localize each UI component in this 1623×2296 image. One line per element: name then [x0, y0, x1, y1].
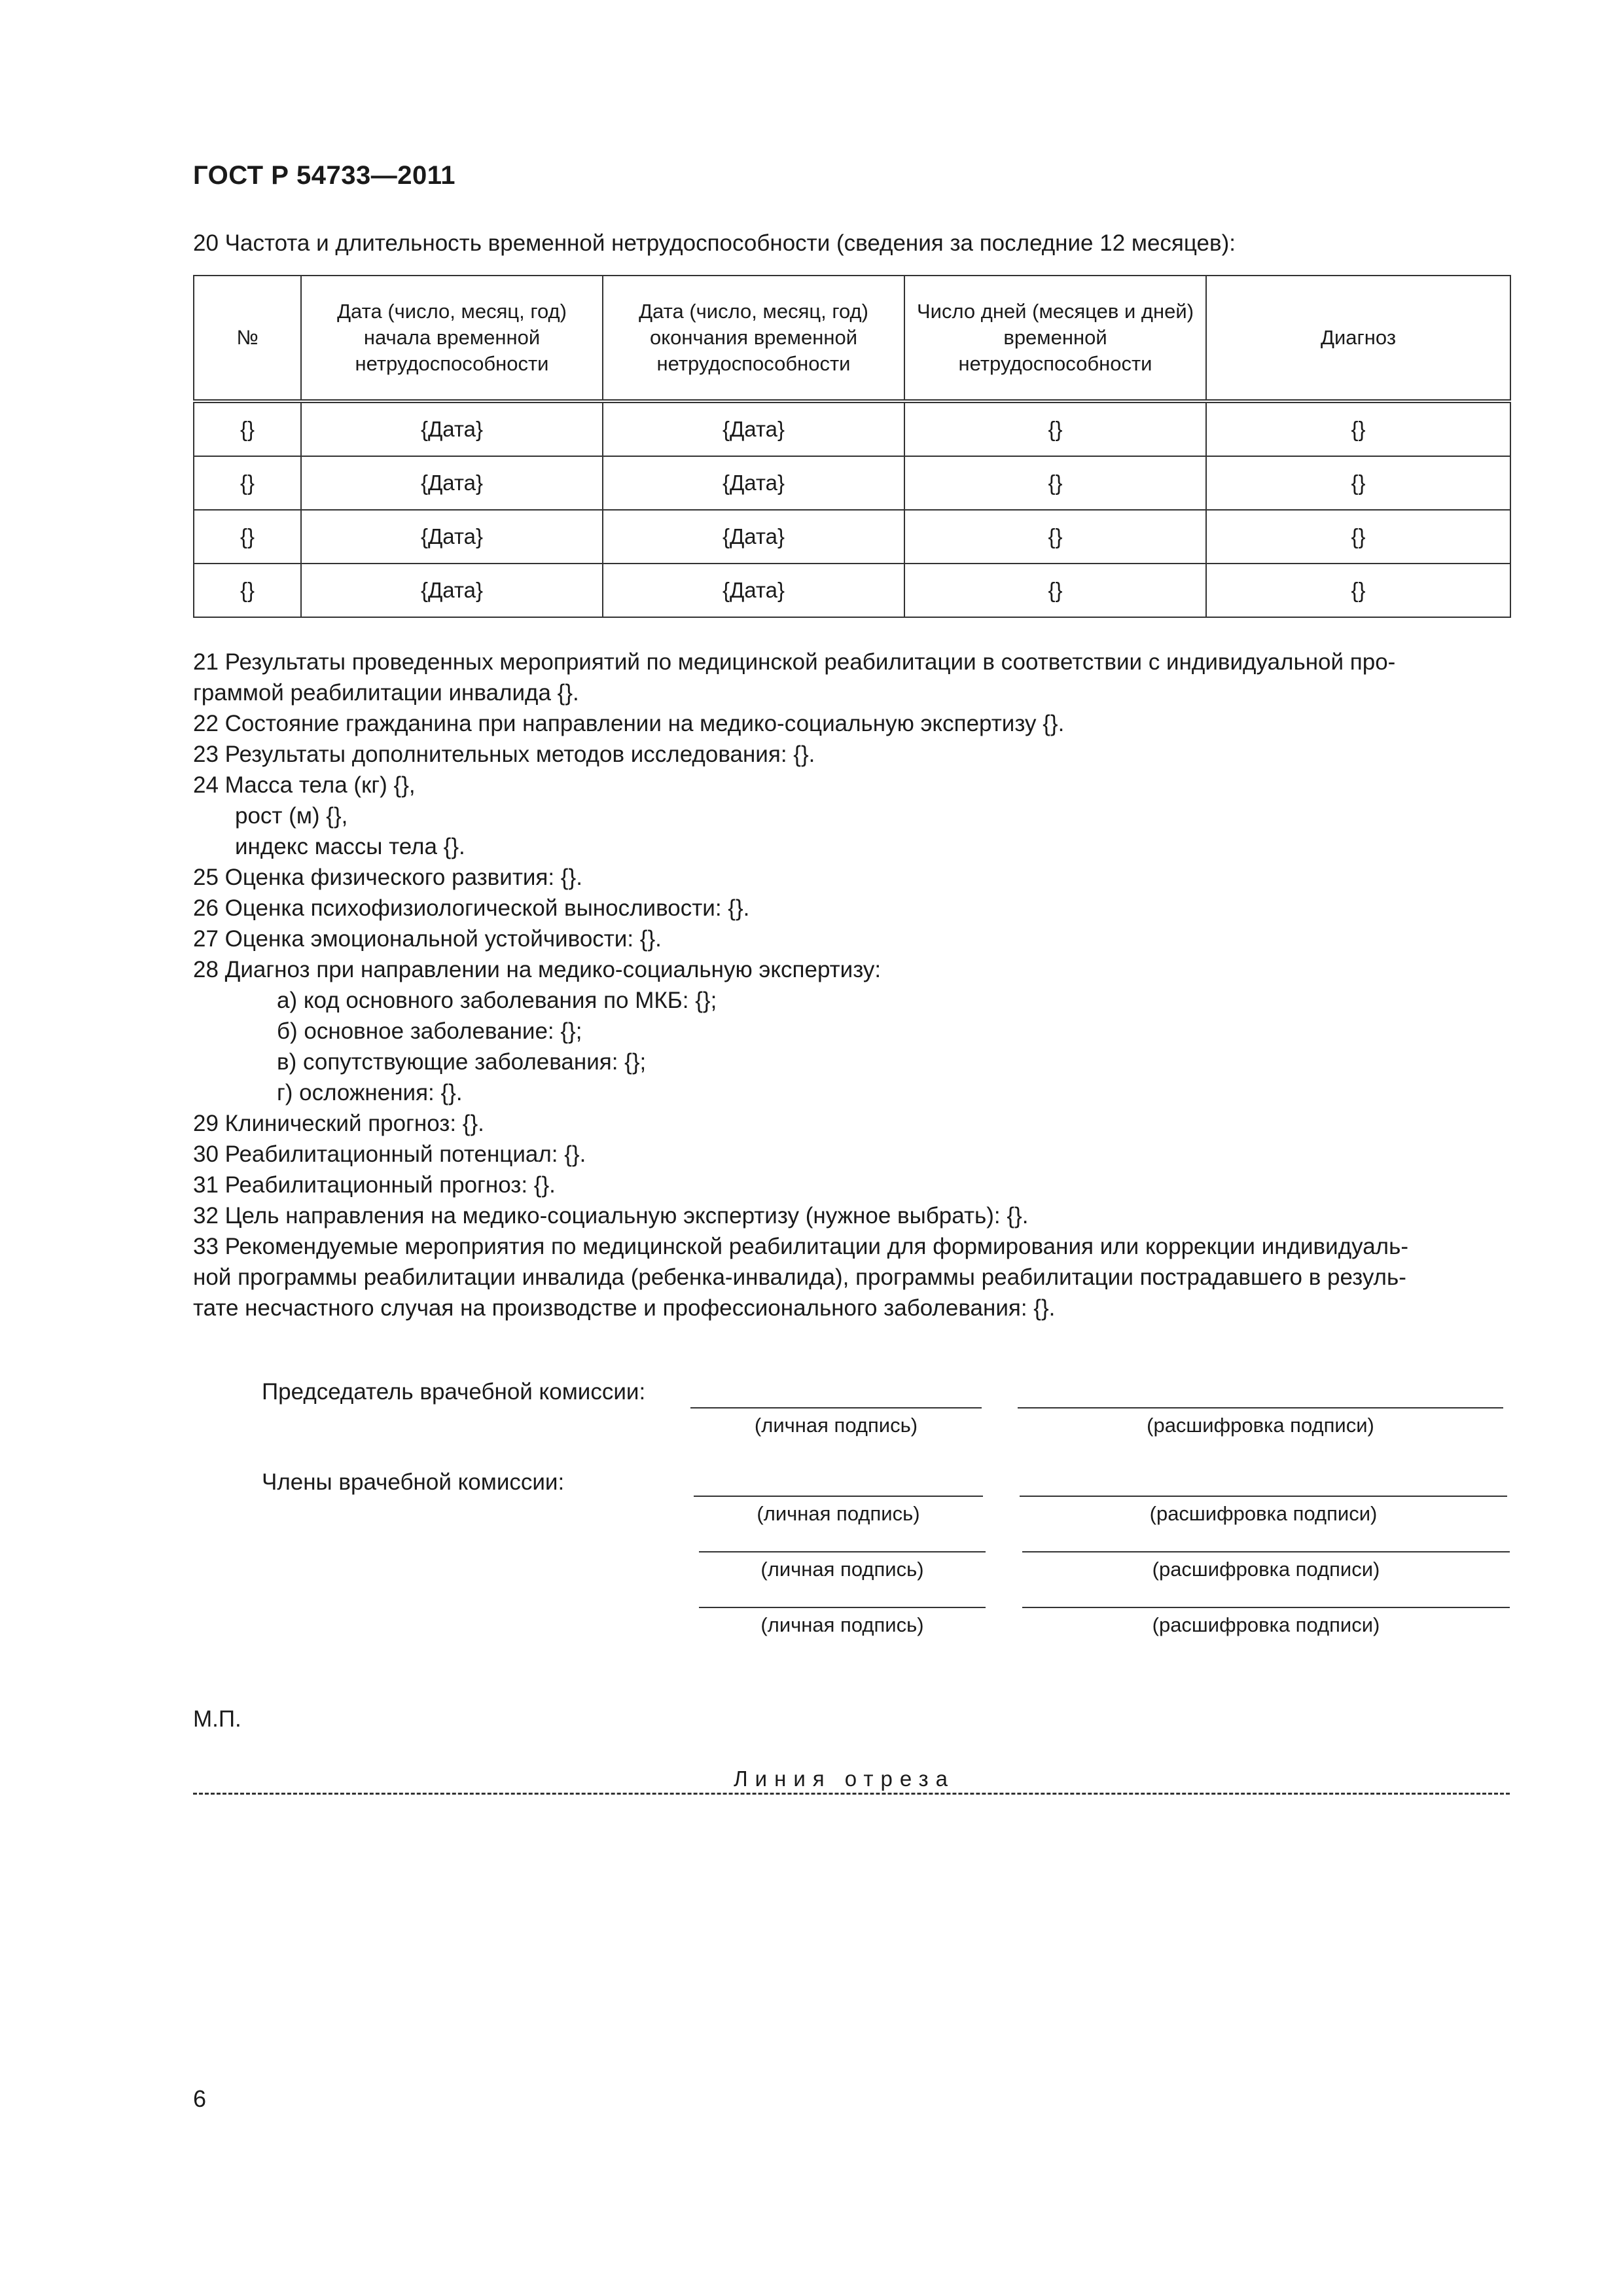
stamp-place: М.П. [193, 1706, 241, 1732]
member-2-signature-caption: (личная подпись) [760, 1558, 924, 1581]
item-22: 22 Состояние гражданина при направлении на медико-социальную экспертизу {}. [193, 711, 1065, 736]
item-25: 25 Оценка физического развития: {}. [193, 865, 582, 890]
cell-diagnosis: {} [1206, 564, 1510, 617]
cell-start-date: {Дата} [301, 564, 603, 617]
member-1-signature-line [694, 1496, 983, 1497]
item-28-b: б) основное заболевание: {}; [277, 1018, 582, 1044]
cell-end-date: {Дата} [603, 564, 904, 617]
cell-number: {} [194, 456, 301, 510]
header-number: № [194, 276, 301, 401]
chair-signature-line [690, 1407, 982, 1408]
items-list [193, 647, 1510, 1323]
item-33-continued: ной программы реабилитации инвалида (ребенка-инвалида), программы реабилитации пострадавшего в резуль- [193, 1265, 1406, 1290]
cell-end-date: {Дата} [603, 510, 904, 564]
member-3-signature-line [699, 1607, 986, 1608]
item-24-height: рост (м) {}, [235, 803, 348, 829]
item-24: 24 Масса тела (кг) {}, [193, 772, 416, 798]
cell-diagnosis: {} [1206, 510, 1510, 564]
item-31: 31 Реабилитационный прогноз: {}. [193, 1172, 556, 1198]
cell-days: {} [904, 510, 1206, 564]
item-23: 23 Результаты дополнительных методов исследования: {}. [193, 742, 815, 767]
header-days: Число дней (месяцев и дней) временной нетрудоспособности [904, 276, 1206, 401]
header-diagnosis: Диагноз [1206, 276, 1510, 401]
item-28-d: г) осложнения: {}. [277, 1080, 463, 1105]
item-29: 29 Клинический прогноз: {}. [193, 1111, 484, 1136]
member-2-decoding-caption: (расшифровка подписи) [1152, 1558, 1380, 1581]
header-start-date: Дата (число, месяц, год) начала временной нетрудоспособности [301, 276, 603, 401]
chair-label: Председатель врачебной комиссии: [262, 1379, 646, 1405]
members-label: Члены врачебной комиссии: [262, 1469, 565, 1495]
item-28: 28 Диагноз при направлении на медико-социальную экспертизу: [193, 957, 882, 982]
cell-days: {} [904, 564, 1206, 617]
member-2-decoding-line [1022, 1551, 1510, 1552]
document-code: ГОСТ Р 54733—2011 [193, 161, 455, 190]
cell-number: {} [194, 510, 301, 564]
disability-table [193, 275, 1511, 618]
item-21: 21 Результаты проведенных мероприятий по медицинской реабилитации в соответствии с индивидуальной про- [193, 649, 1396, 675]
cut-line [193, 1793, 1510, 1795]
cell-diagnosis: {} [1206, 401, 1510, 456]
table-row [194, 456, 1510, 510]
member-3-signature-caption: (личная подпись) [760, 1613, 924, 1636]
item-26: 26 Оценка психофизиологической выносливости: {}. [193, 895, 750, 921]
item-20: 20 Частота и длительность временной нетрудоспособности (сведения за последние 12 месяцев): [193, 230, 1236, 256]
cut-line-label: Линия отреза [730, 1767, 959, 1791]
member-2-signature-line [699, 1551, 986, 1552]
item-33-end: тате несчастного случая на производстве и профессионального заболевания: {}. [193, 1295, 1056, 1321]
cell-number: {} [194, 564, 301, 617]
cell-days: {} [904, 401, 1206, 456]
chair-decoding-line [1018, 1407, 1503, 1408]
member-3-decoding-line [1022, 1607, 1510, 1608]
cell-end-date: {Дата} [603, 456, 904, 510]
table-row [194, 401, 1510, 456]
cell-days: {} [904, 456, 1206, 510]
table-header-row [194, 276, 1510, 401]
item-21-continued: граммой реабилитации инвалида {}. [193, 680, 579, 706]
item-30: 30 Реабилитационный потенциал: {}. [193, 1141, 586, 1167]
member-3-decoding-caption: (расшифровка подписи) [1152, 1613, 1380, 1636]
item-27: 27 Оценка эмоциональной устойчивости: {}. [193, 926, 662, 952]
chair-decoding-caption: (расшифровка подписи) [1147, 1414, 1374, 1437]
page-number: 6 [193, 2085, 207, 2112]
item-28-c: в) сопутствующие заболевания: {}; [277, 1049, 647, 1075]
member-1-decoding-caption: (расшифровка подписи) [1149, 1502, 1378, 1525]
cell-number: {} [194, 401, 301, 456]
cell-diagnosis: {} [1206, 456, 1510, 510]
item-32: 32 Цель направления на медико-социальную экспертизу (нужное выбрать): {}. [193, 1203, 1029, 1229]
cell-start-date: {Дата} [301, 456, 603, 510]
header-end-date: Дата (число, месяц, год) окончания временной нетрудоспособности [603, 276, 904, 401]
item-33: 33 Рекомендуемые мероприятия по медицинской реабилитации для формирования или коррекции индивидуаль- [193, 1234, 1408, 1259]
cell-start-date: {Дата} [301, 510, 603, 564]
member-1-signature-caption: (личная подпись) [757, 1502, 920, 1525]
item-24-bmi: индекс массы тела {}. [235, 834, 465, 859]
chair-signature-caption: (личная подпись) [754, 1414, 918, 1437]
item-28-a: а) код основного заболевания по МКБ: {}; [277, 988, 717, 1013]
table-row [194, 564, 1510, 617]
table-row [194, 510, 1510, 564]
cell-end-date: {Дата} [603, 401, 904, 456]
member-1-decoding-line [1020, 1496, 1507, 1497]
cell-start-date: {Дата} [301, 401, 603, 456]
